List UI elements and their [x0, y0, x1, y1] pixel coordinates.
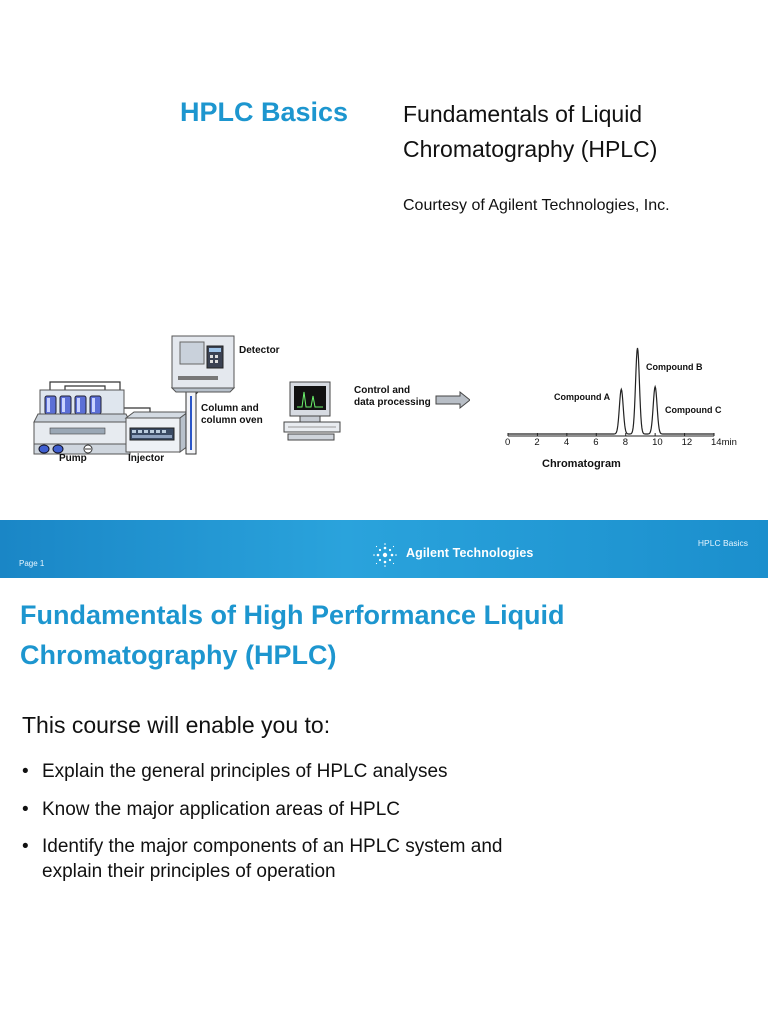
slide-brand-title: HPLC Basics	[180, 97, 349, 127]
bullet-item	[22, 759, 562, 784]
bullet-dot-icon: •	[22, 836, 29, 857]
bullet-dot-icon: •	[22, 799, 29, 820]
course-intro: This course will enable you to:	[22, 712, 331, 738]
detector-label: Detector	[239, 345, 280, 356]
bullet-text: Identify the major components of an HPLC system and explain their principles of operation	[42, 836, 503, 882]
agilent-spark-icon	[372, 542, 398, 568]
column-label-line-2: column oven	[201, 415, 263, 426]
slide-2	[0, 578, 768, 1024]
compound-b-label: Compound B	[646, 362, 703, 372]
main-title-line-1: Fundamentals of Liquid	[403, 101, 643, 127]
computer-icon	[284, 382, 340, 440]
bullet-item	[22, 834, 562, 884]
bullet-text: Explain the general principles of HPLC analyses	[42, 761, 448, 782]
column-label	[201, 403, 263, 427]
control-label	[354, 385, 431, 409]
chromatogram-tick-label: 12	[681, 437, 693, 448]
compound-c-label: Compound C	[665, 405, 722, 415]
control-label-line-2: data processing	[354, 397, 431, 408]
page-number: Page 1	[19, 559, 45, 568]
compound-a-label: Compound A	[554, 392, 611, 402]
chromatogram-tick-label: 6	[593, 437, 599, 448]
injector-label: Injector	[128, 453, 165, 464]
pump-label: Pump	[59, 453, 87, 464]
chromatogram-tick-label: 4	[563, 437, 570, 448]
chromatogram-tick-label: 0	[505, 437, 511, 448]
right-arrow-icon	[436, 392, 470, 408]
detector-icon	[172, 336, 234, 392]
slide-main-title	[403, 97, 733, 167]
deck-title: HPLC Basics	[697, 538, 748, 548]
agilent-logo-text: Agilent Technologies	[406, 546, 534, 560]
bullet-dot-icon: •	[22, 761, 29, 782]
pump-icon	[34, 414, 130, 454]
bullet-text: Know the major application areas of HPLC	[42, 799, 401, 820]
bullet-item	[22, 797, 562, 822]
control-label-line-1: Control and	[354, 385, 411, 396]
injector-icon	[126, 412, 188, 452]
slide-footer-band	[0, 520, 768, 578]
chromatogram-caption: Chromatogram	[542, 458, 621, 470]
chromatogram-tick-label: 2	[534, 437, 540, 448]
slide-2-title: Fundamentals of High Performance Liquid Chromatography (HPLC)	[20, 600, 565, 670]
chromatogram-tick-label: 8	[622, 437, 628, 448]
main-title-line-2: Chromatography (HPLC)	[403, 136, 658, 162]
column-label-line-1: Column and	[201, 403, 259, 414]
chromatogram-trace	[508, 348, 714, 434]
chromatogram-tick-label: 14min	[711, 437, 737, 448]
chromatogram-tick-label: 10	[652, 437, 663, 448]
courtesy-text: Courtesy of Agilent Technologies, Inc.	[403, 197, 670, 214]
